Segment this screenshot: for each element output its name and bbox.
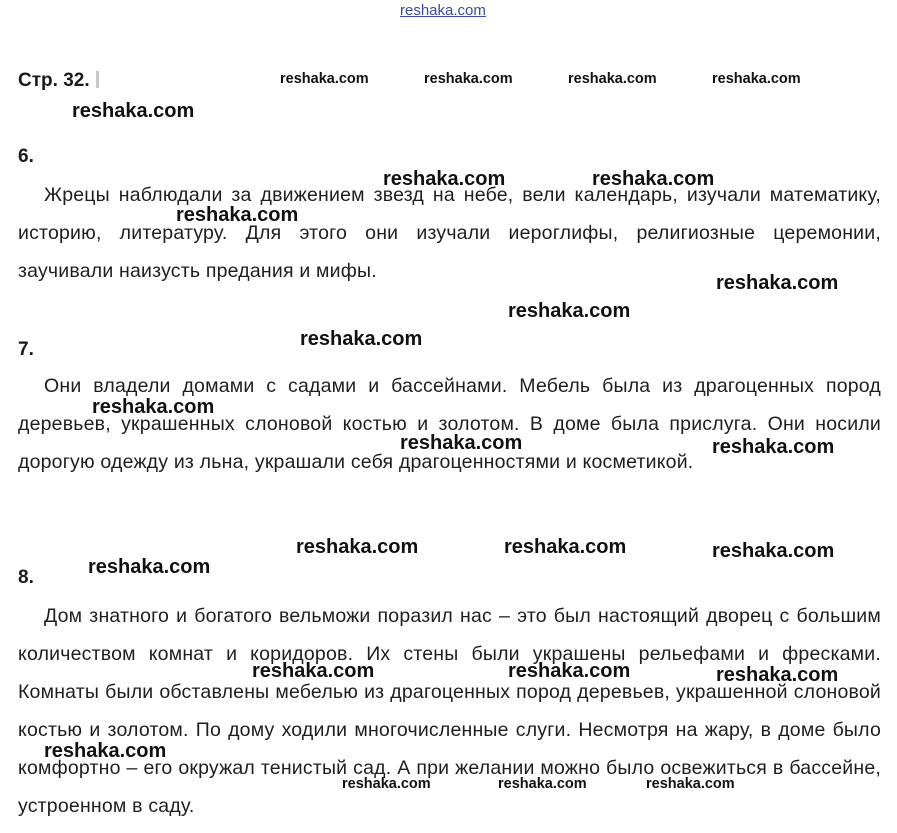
- watermark: reshaka.com: [592, 168, 715, 190]
- section-number-8: 8.: [18, 567, 34, 588]
- watermark: reshaka.com: [508, 300, 631, 322]
- watermark: reshaka.com: [400, 432, 523, 454]
- watermark: reshaka.com: [92, 396, 215, 418]
- watermark: reshaka.com: [342, 776, 431, 792]
- watermark: reshaka.com: [646, 776, 735, 792]
- section-text-7: Они владели домами с садами и бассейнами. Мебель была из драгоценных пород деревьев, украшенных слоновой костью и золотом. В доме была прислуга. Они носили дорогую одежду из льна, украшали себя драгоценностями и косметикой.: [18, 375, 881, 473]
- watermark: reshaka.com: [568, 71, 657, 87]
- watermark: reshaka.com: [504, 536, 627, 558]
- section-number-7: 7.: [18, 339, 34, 360]
- site-link-top[interactable]: reshaka.com: [400, 2, 486, 19]
- watermark: reshaka.com: [383, 168, 506, 190]
- watermark: reshaka.com: [280, 71, 369, 87]
- watermark: reshaka.com: [508, 660, 631, 682]
- watermark: reshaka.com: [72, 100, 195, 122]
- watermark: reshaka.com: [716, 272, 839, 294]
- watermark: reshaka.com: [88, 556, 211, 578]
- watermark: reshaka.com: [176, 204, 299, 226]
- watermark: reshaka.com: [712, 436, 835, 458]
- section-text-6: Жрецы наблюдали за движением звезд на небе, вели календарь, изучали математику, историю, литературу. Для этого они изучали иероглифы, религиозные церемонии, заучивали наизусть предания и мифы.: [18, 184, 881, 282]
- watermark: reshaka.com: [498, 776, 587, 792]
- watermark: reshaka.com: [712, 71, 801, 87]
- watermark: reshaka.com: [712, 540, 835, 562]
- watermark: reshaka.com: [44, 740, 167, 762]
- watermark: reshaka.com: [424, 71, 513, 87]
- page-title-text: Стр. 32.: [18, 70, 90, 91]
- title-cursor-bar: [96, 71, 99, 88]
- watermark: reshaka.com: [252, 660, 375, 682]
- watermark: reshaka.com: [296, 536, 419, 558]
- section-number-6: 6.: [18, 146, 34, 167]
- page-title: [18, 70, 99, 92]
- watermark: reshaka.com: [716, 664, 839, 686]
- section-text-8: Дом знатного и богатого вельможи поразил нас – это был настоящий дворец с большим количеством комнат и коридоров. Их стены были украшены рельефами и фресками. Комнаты были обставлены мебелью из драгоценных пород деревьев, украшенной слоновой костью и золотом. По дому ходили многочисленные слуги. Несмотря на жару, в доме было комфортно – его окружал тенистый сад. А при желании можно было освежиться в бассейне, устроенном в саду.: [18, 605, 881, 817]
- watermark: reshaka.com: [300, 328, 423, 350]
